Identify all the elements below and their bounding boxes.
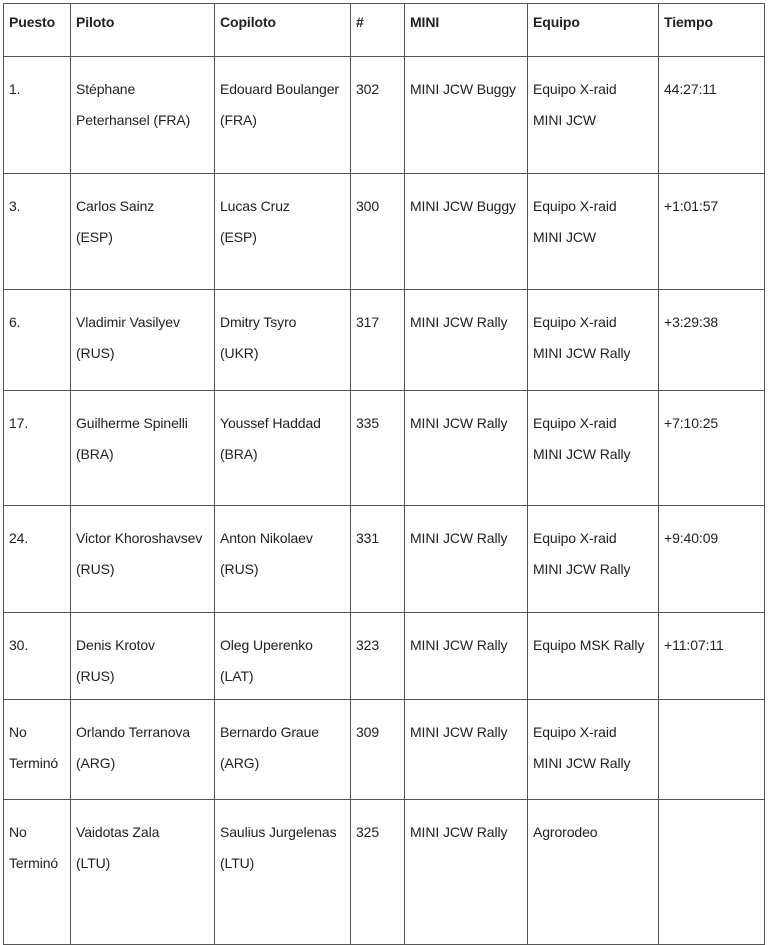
cell-equipo bbox=[528, 391, 659, 506]
cell-piloto bbox=[71, 613, 215, 700]
cell-piloto bbox=[71, 290, 215, 391]
cell-puesto-line: 6. bbox=[9, 314, 21, 330]
cell-piloto-line: (BRA) bbox=[76, 446, 114, 462]
cell-copiloto-line: (FRA) bbox=[220, 112, 257, 128]
cell-numero: 325 bbox=[351, 800, 405, 945]
cell-numero: 300 bbox=[351, 174, 405, 290]
cell-copiloto-line: (LTU) bbox=[220, 855, 255, 871]
cell-puesto-line: 1. bbox=[9, 81, 21, 97]
cell-copiloto-line: (LAT) bbox=[220, 668, 254, 684]
cell-copiloto bbox=[215, 290, 351, 391]
cell-mini: MINI JCW Rally bbox=[405, 506, 528, 613]
table-row bbox=[4, 290, 765, 391]
cell-equipo bbox=[528, 613, 659, 700]
cell-puesto-line: No bbox=[9, 824, 27, 840]
cell-piloto-line: Victor Khoroshavsev bbox=[76, 530, 203, 546]
cell-piloto bbox=[71, 391, 215, 506]
cell-equipo-line: MINI JCW Rally bbox=[533, 755, 631, 771]
cell-puesto bbox=[4, 391, 71, 506]
cell-copiloto-line: (BRA) bbox=[220, 446, 258, 462]
cell-copiloto-line: Oleg Uperenko bbox=[220, 637, 313, 653]
cell-tiempo: +3:29:38 bbox=[659, 290, 765, 391]
cell-piloto bbox=[71, 506, 215, 613]
cell-copiloto-line: Lucas Cruz bbox=[220, 198, 290, 214]
cell-puesto bbox=[4, 800, 71, 945]
cell-equipo-line: MINI JCW Rally bbox=[533, 561, 631, 577]
header-row bbox=[4, 4, 765, 57]
results-table bbox=[3, 3, 765, 945]
cell-puesto-line: Terminó bbox=[9, 855, 59, 871]
cell-piloto-line: (RUS) bbox=[76, 668, 115, 684]
cell-puesto-line: 17. bbox=[9, 415, 29, 431]
cell-piloto bbox=[71, 174, 215, 290]
cell-copiloto bbox=[215, 800, 351, 945]
cell-equipo bbox=[528, 290, 659, 391]
cell-puesto bbox=[4, 174, 71, 290]
cell-puesto-line: 24. bbox=[9, 530, 29, 546]
cell-copiloto-line: Saulius Jurgelenas bbox=[220, 824, 337, 840]
header-puesto: Puesto bbox=[4, 4, 71, 57]
cell-copiloto-line: (ESP) bbox=[220, 229, 257, 245]
cell-copiloto bbox=[215, 391, 351, 506]
cell-equipo-line: Agrorodeo bbox=[533, 824, 598, 840]
cell-mini: MINI JCW Rally bbox=[405, 290, 528, 391]
cell-equipo bbox=[528, 506, 659, 613]
cell-copiloto bbox=[215, 174, 351, 290]
cell-piloto bbox=[71, 57, 215, 174]
cell-numero: 309 bbox=[351, 700, 405, 800]
cell-numero: 302 bbox=[351, 57, 405, 174]
cell-tiempo: +9:40:09 bbox=[659, 506, 765, 613]
cell-tiempo bbox=[659, 700, 765, 800]
cell-piloto-line: (RUS) bbox=[76, 345, 115, 361]
cell-numero: 331 bbox=[351, 506, 405, 613]
cell-equipo bbox=[528, 700, 659, 800]
cell-equipo bbox=[528, 174, 659, 290]
table-row bbox=[4, 174, 765, 290]
cell-equipo-line: Equipo X-raid bbox=[533, 724, 617, 740]
cell-copiloto-line: Anton Nikolaev bbox=[220, 530, 313, 546]
cell-numero: 323 bbox=[351, 613, 405, 700]
cell-mini: MINI JCW Rally bbox=[405, 613, 528, 700]
cell-numero: 335 bbox=[351, 391, 405, 506]
cell-piloto bbox=[71, 800, 215, 945]
cell-puesto bbox=[4, 613, 71, 700]
cell-piloto-line: (LTU) bbox=[76, 855, 111, 871]
cell-copiloto bbox=[215, 57, 351, 174]
cell-puesto bbox=[4, 700, 71, 800]
cell-copiloto-line: Youssef Haddad bbox=[220, 415, 321, 431]
cell-piloto-line: Guilherme Spinelli bbox=[76, 415, 188, 431]
cell-copiloto-line: (RUS) bbox=[220, 561, 259, 577]
cell-copiloto-line: Bernardo Graue bbox=[220, 724, 319, 740]
cell-mini: MINI JCW Rally bbox=[405, 800, 528, 945]
results-body bbox=[4, 57, 765, 945]
header-numero: # bbox=[351, 4, 405, 57]
cell-copiloto-line: Dmitry Tsyro bbox=[220, 314, 297, 330]
cell-equipo-line: Equipo MSK Rally bbox=[533, 637, 645, 653]
cell-numero: 317 bbox=[351, 290, 405, 391]
cell-puesto bbox=[4, 57, 71, 174]
cell-equipo bbox=[528, 800, 659, 945]
cell-puesto-line: 3. bbox=[9, 198, 21, 214]
cell-piloto bbox=[71, 700, 215, 800]
cell-piloto-line: Orlando Terranova bbox=[76, 724, 190, 740]
cell-piloto-line: Denis Krotov bbox=[76, 637, 155, 653]
cell-tiempo: 44:27:11 bbox=[659, 57, 765, 174]
cell-piloto-line: (RUS) bbox=[76, 561, 115, 577]
table-row bbox=[4, 506, 765, 613]
cell-tiempo: +7:10:25 bbox=[659, 391, 765, 506]
cell-piloto-line: Vladimir Vasilyev bbox=[76, 314, 180, 330]
cell-copiloto bbox=[215, 613, 351, 700]
cell-puesto-line: Terminó bbox=[9, 755, 59, 771]
cell-puesto-line: 30. bbox=[9, 637, 29, 653]
cell-equipo-line: Equipo X-raid bbox=[533, 198, 617, 214]
cell-puesto-line: No bbox=[9, 724, 27, 740]
cell-equipo-line: MINI JCW bbox=[533, 112, 596, 128]
cell-copiloto bbox=[215, 506, 351, 613]
cell-piloto-line: Stéphane bbox=[76, 81, 136, 97]
cell-piloto-line: (ARG) bbox=[76, 755, 116, 771]
header-tiempo: Tiempo bbox=[659, 4, 765, 57]
cell-tiempo: +1:01:57 bbox=[659, 174, 765, 290]
cell-equipo-line: Equipo X-raid bbox=[533, 81, 617, 97]
cell-mini: MINI JCW Buggy bbox=[405, 174, 528, 290]
header-equipo: Equipo bbox=[528, 4, 659, 57]
cell-equipo-line: Equipo X-raid bbox=[533, 530, 617, 546]
table-row bbox=[4, 800, 765, 945]
cell-mini: MINI JCW Rally bbox=[405, 700, 528, 800]
cell-mini: MINI JCW Rally bbox=[405, 391, 528, 506]
cell-copiloto bbox=[215, 700, 351, 800]
cell-copiloto-line: (ARG) bbox=[220, 755, 260, 771]
header-mini: MINI bbox=[405, 4, 528, 57]
cell-equipo-line: MINI JCW bbox=[533, 229, 596, 245]
cell-copiloto-line: (UKR) bbox=[220, 345, 259, 361]
table-row bbox=[4, 57, 765, 174]
table-row bbox=[4, 700, 765, 800]
cell-piloto-line: Carlos Sainz bbox=[76, 198, 155, 214]
cell-equipo-line: MINI JCW Rally bbox=[533, 446, 631, 462]
cell-equipo-line: Equipo X-raid bbox=[533, 314, 617, 330]
cell-puesto bbox=[4, 290, 71, 391]
cell-equipo-line: MINI JCW Rally bbox=[533, 345, 631, 361]
cell-piloto-line: (ESP) bbox=[76, 229, 113, 245]
cell-equipo-line: Equipo X-raid bbox=[533, 415, 617, 431]
cell-copiloto-line: Edouard Boulanger bbox=[220, 81, 339, 97]
cell-puesto bbox=[4, 506, 71, 613]
cell-piloto-line: Vaidotas Zala bbox=[76, 824, 160, 840]
table-row bbox=[4, 613, 765, 700]
cell-equipo bbox=[528, 57, 659, 174]
header-copiloto: Copiloto bbox=[215, 4, 351, 57]
table-row bbox=[4, 391, 765, 506]
cell-piloto-line: Peterhansel (FRA) bbox=[76, 112, 191, 128]
cell-tiempo: +11:07:11 bbox=[659, 613, 765, 700]
cell-mini: MINI JCW Buggy bbox=[405, 57, 528, 174]
header-piloto: Piloto bbox=[71, 4, 215, 57]
cell-tiempo bbox=[659, 800, 765, 945]
